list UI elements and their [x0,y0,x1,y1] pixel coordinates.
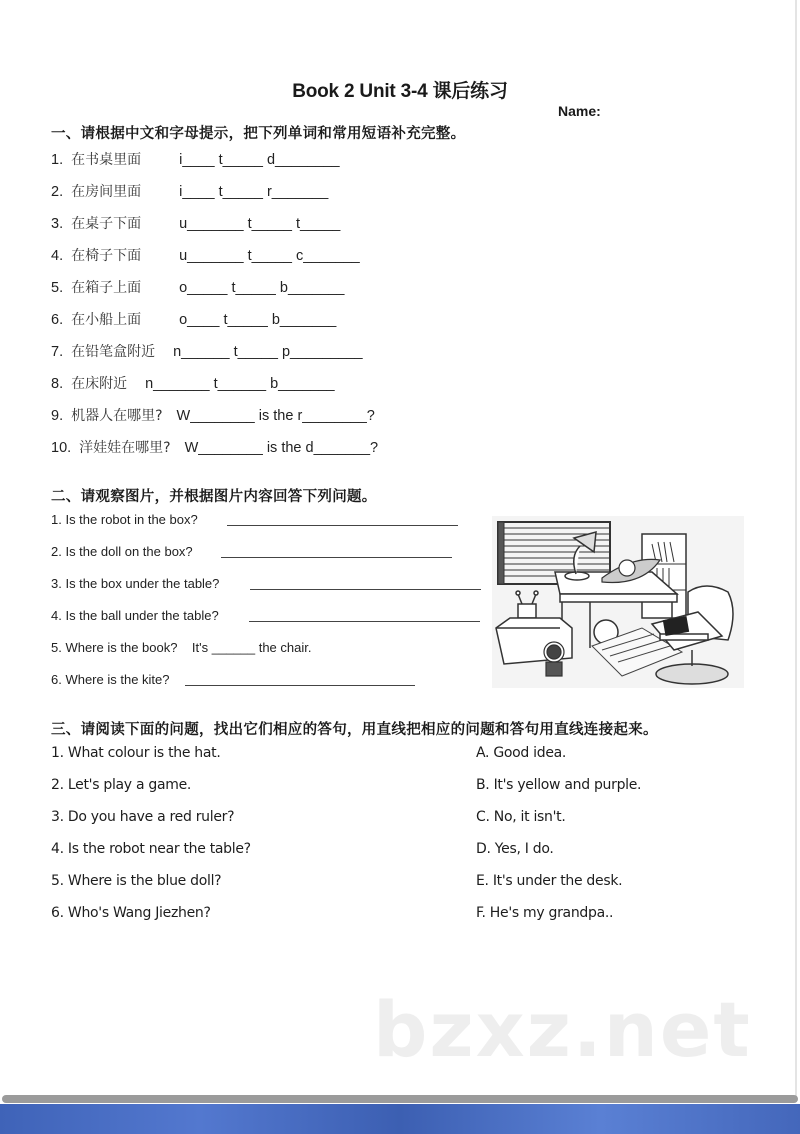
chinese-prompt: 在床附近 [71,376,128,392]
fill-item [51,277,344,297]
answer-line[interactable] [250,589,481,590]
match-question: 4. Is the robot near the table? [51,841,251,857]
chinese-prompt: 在箱子上面 [71,280,142,296]
chinese-prompt: 机器人在哪里? [71,408,163,424]
fill-item [51,213,340,233]
letter-hint: u_______ t_____ t_____ [179,216,341,232]
fill-item [51,437,378,457]
question-item: 1. Is the robot in the box? [51,512,198,527]
match-answer: F. He's my grandpa.. [476,905,614,921]
chinese-prompt: 在铅笔盒附近 [71,344,156,360]
match-answer: A. Good idea. [476,745,567,761]
doll-icon [544,642,564,676]
match-answer: C. No, it isn't. [476,809,566,825]
chinese-prompt: 在椅子下面 [71,248,142,264]
item-number: 3. [51,216,64,232]
answer-line[interactable] [227,525,458,526]
match-question: 3. Do you have a red ruler? [51,809,235,825]
question-item: 3. Is the box under the table? [51,576,220,591]
chinese-prompt: 洋娃娃在哪里? [79,440,171,456]
fill-item [51,245,360,265]
letter-hint: o____ t_____ b_______ [179,312,337,328]
question-item: 5. Where is the book? It's ______ the chair. [51,640,312,655]
item-number: 9. [51,408,64,424]
section1-heading: 一、请根据中文和字母提示，把下列单词和常用短语补充完整。 [51,126,466,142]
fill-item [51,373,335,393]
match-question: 2. Let's play a game. [51,777,192,793]
item-number: 4. [51,248,64,264]
item-number: 7. [51,344,64,360]
item-number: 10. [51,440,72,456]
answer-line[interactable] [221,557,452,558]
match-question: 1. What colour is the hat. [51,745,221,761]
match-question: 6. Who's Wang Jiezhen? [51,905,211,921]
question-item: 2. Is the doll on the box? [51,544,193,559]
letter-hint: n______ t_____ p_________ [173,344,363,360]
match-answer: E. It's under the desk. [476,873,623,889]
match-answer: D. Yes, I do. [476,841,554,857]
fill-item [51,309,336,329]
letter-hint: n_______ t______ b_______ [145,376,335,392]
letter-hint: W________ is the d_______? [184,440,379,456]
answer-line[interactable] [249,621,480,622]
chinese-prompt: 在房间里面 [71,184,142,200]
match-question: 5. Where is the blue doll? [51,873,222,889]
chinese-prompt: 在小船上面 [71,312,142,328]
letter-hint: o_____ t_____ b_______ [179,280,345,296]
item-number: 5. [51,280,64,296]
name-label: Name: [558,103,601,119]
fill-item [51,181,328,201]
horizontal-scrollbar[interactable] [2,1095,798,1103]
chinese-prompt: 在桌子下面 [71,216,142,232]
question-item: 4. Is the ball under the table? [51,608,219,623]
match-answer: B. It's yellow and purple. [476,777,642,793]
question-item: 6. Where is the kite? [51,672,170,687]
room-illustration [492,516,744,688]
watermark: bzxz.net [373,985,752,1074]
chinese-prompt: 在书桌里面 [71,152,142,168]
section3-heading: 三、请阅读下面的问题，找出它们相应的答句，用直线把相应的问题和答句用直线连接起来。 [51,722,658,738]
page-edge [795,0,797,1097]
item-number: 1. [51,152,64,168]
letter-hint: i____ t_____ r_______ [179,184,329,200]
letter-hint: i____ t_____ d________ [179,152,340,168]
item-number: 2. [51,184,64,200]
fill-item [51,341,363,361]
letter-hint: W________ is the r________? [176,408,375,424]
document-title: Book 2 Unit 3-4 课后练习 [292,81,508,102]
desktop-background [0,1104,800,1134]
section2-heading: 二、请观察图片，并根据图片内容回答下列问题。 [51,489,377,505]
fill-item [51,405,375,425]
item-number: 8. [51,376,64,392]
letter-hint: u_______ t_____ c_______ [179,248,360,264]
answer-line[interactable] [185,685,415,686]
fill-item [51,149,340,169]
item-number: 6. [51,312,64,328]
